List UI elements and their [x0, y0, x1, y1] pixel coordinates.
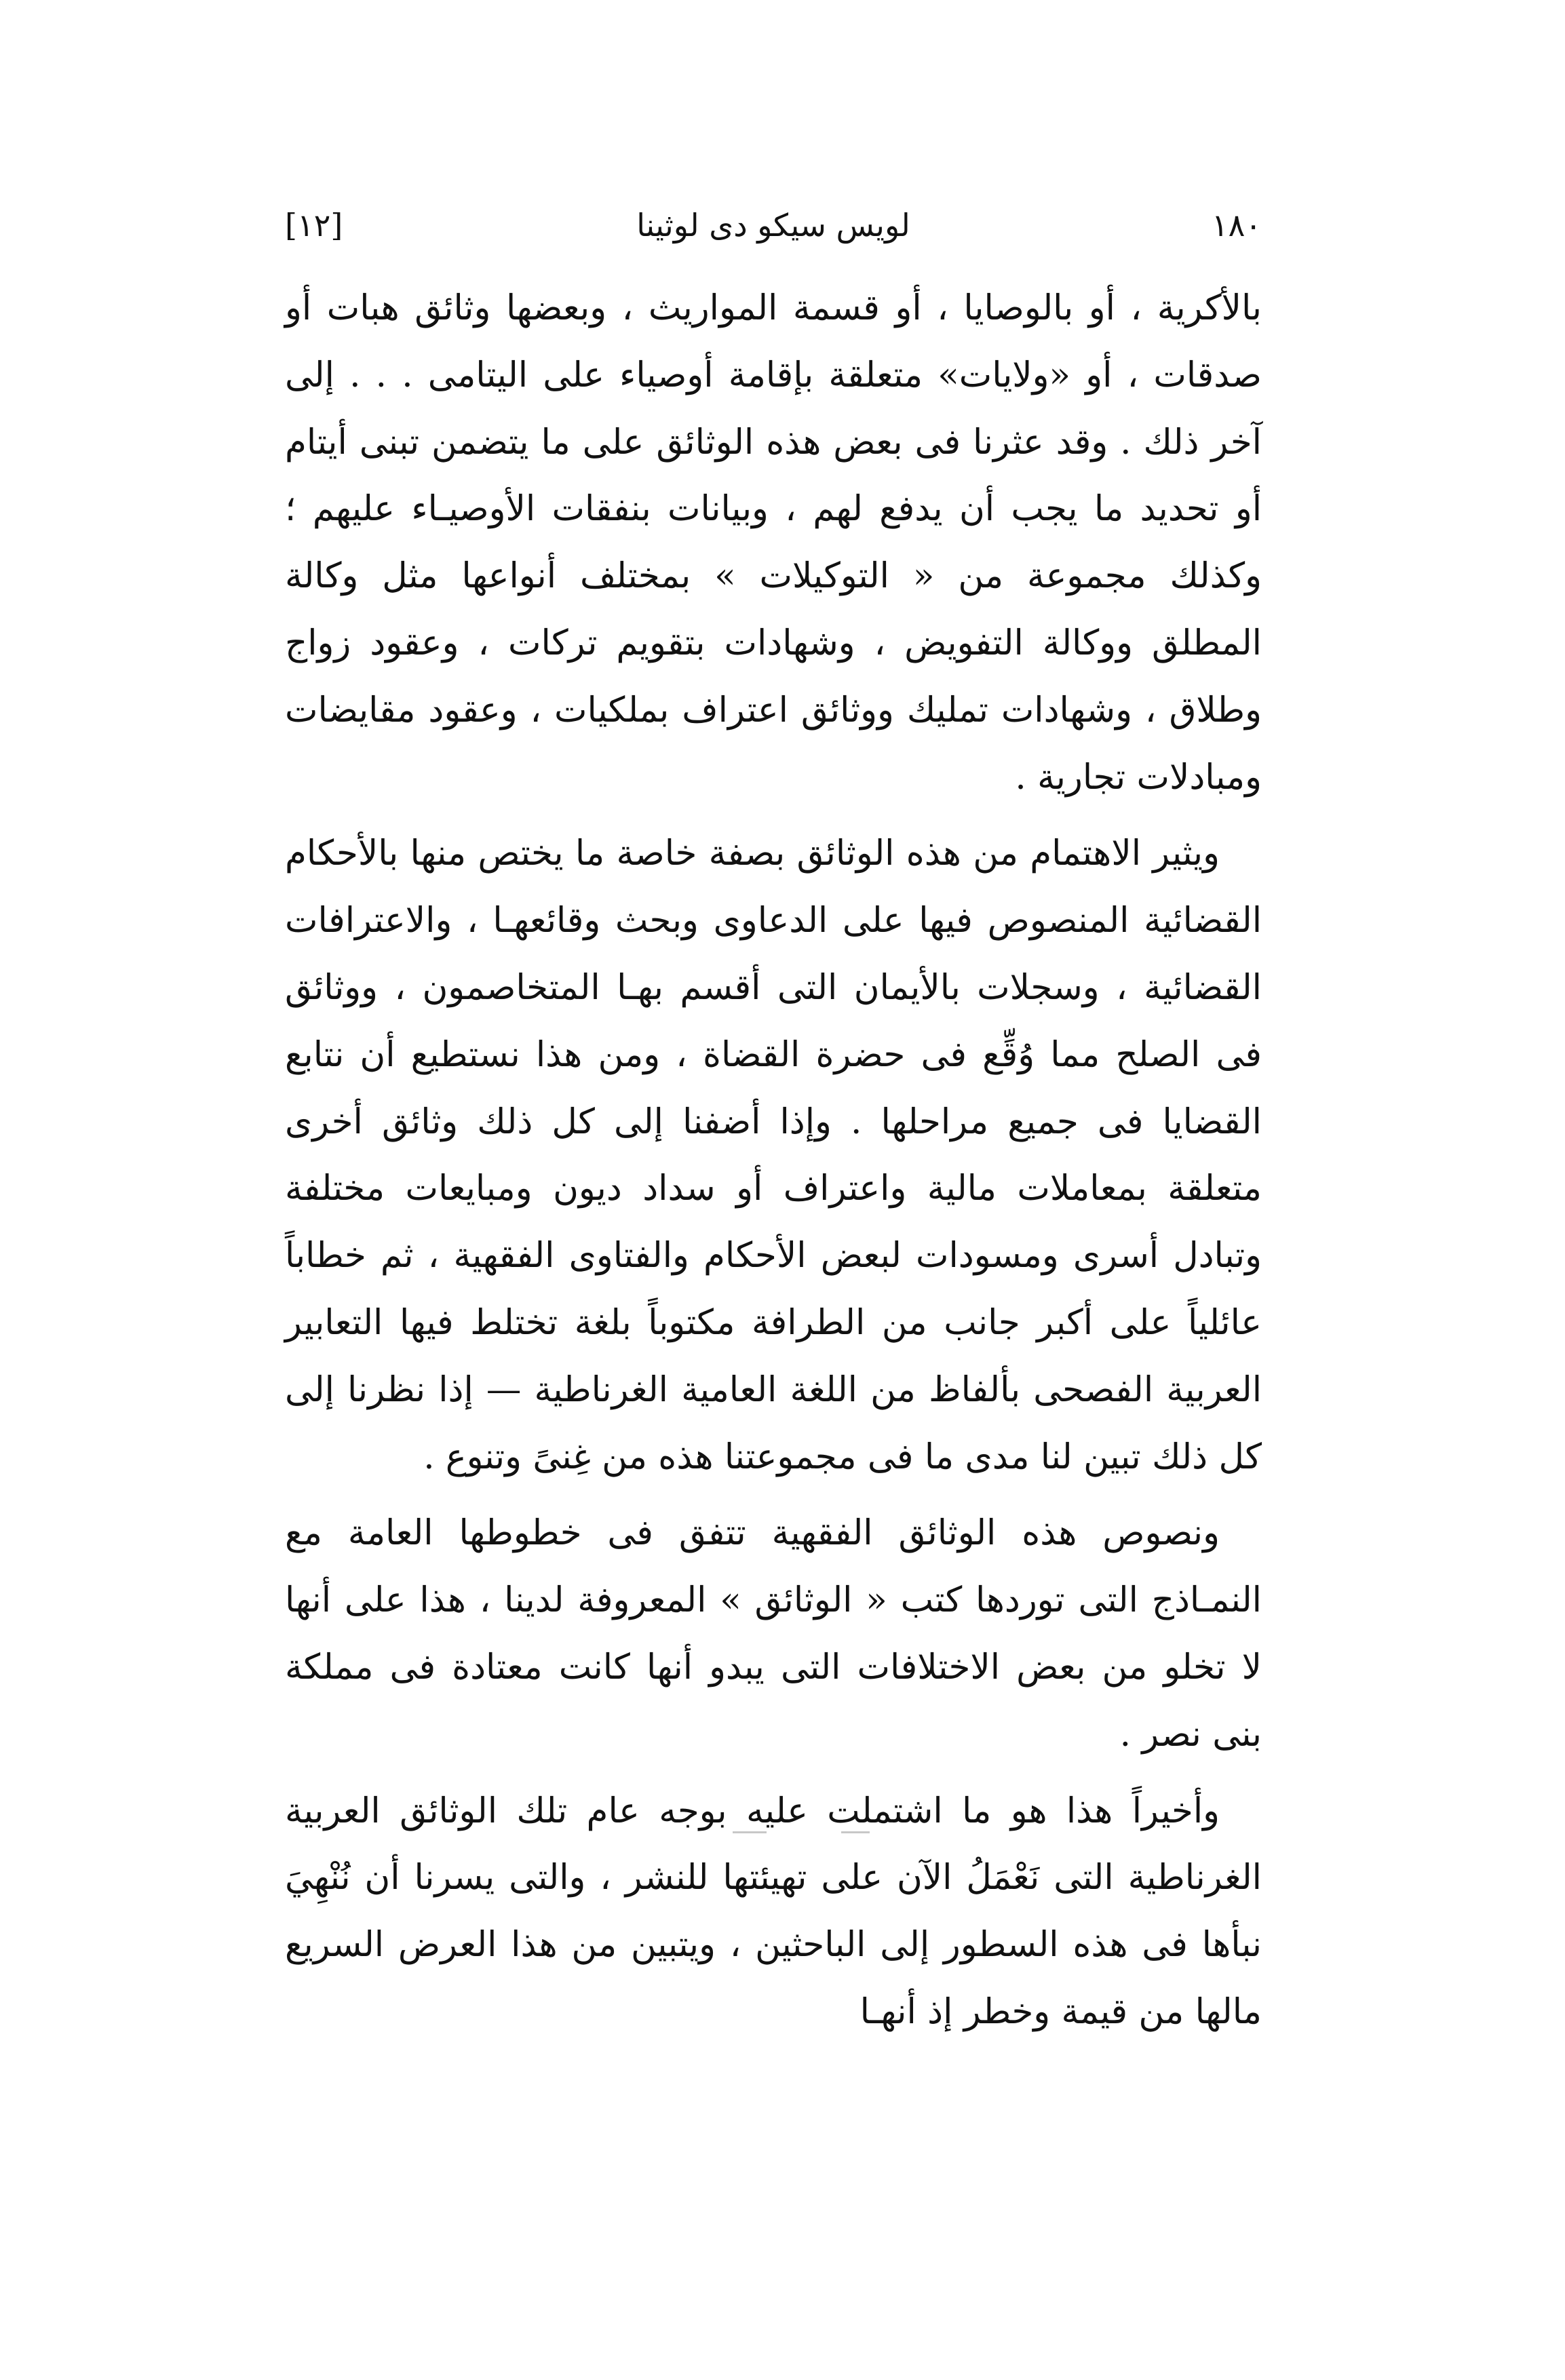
- body-text: [285, 275, 1262, 2046]
- section-number: [١٢]: [285, 207, 343, 243]
- paragraph-court-documents: ويثير الاهتمام من هذه الوثائق بصفة خاصة ما يختص منها بالأحكام القضائية المنصوص فيها على الدعاوى وبحث وقائعهـا ، والاعترافات القضائية ، وسجلات بالأيمان التى أقسم بهـا المتخاصمون ، ووثائق فى الصلح مما وُقِّع فى حضرة القضاة ، ومن هذا نستطيع أن نتابع القضايا فى جميع مراحلها . وإذا أضفنا إلى كل ذلك وثائق أخرى متعلقة بمعاملات مالية واعتراف أو سداد ديون ومبايعات مختلفة وتبادل أسرى ومسودات لبعض الأحكام والفتاوى الفقهية ، ثم خطاباً عائلياً على أكبر جانب من الطرافة مكتوباً بلغة تختلط فيها التعابير العربية الفصحى بألفاظ من اللغة العامية الغرناطية — إذا نظرنا إلى كل ذلك تبين لنا مدى ما فى مجموعتنا هذه من غِنىً وتنوع .: [285, 833, 1262, 1477]
- running-header: [285, 193, 1262, 275]
- page-number: ١٨٠: [1211, 207, 1262, 243]
- paragraph-continuation: بالأكرية ، أو بالوصايا ، أو قسمة المواريث ، وبعضها وثائق هبات أو صدقات ، أو «ولايات» متعلقة بإقامة أوصياء على اليتامى . . . إلى آخر ذلك . وقد عثرنا فى بعض هذه الوثائق على ما يتضمن تبنى أيتام أو تحديد ما يجب أن يدفع لهم ، وبيانات بنفقات الأوصيـاء عليهم ؛ وكذلك مجموعة من « التوكيلات » بمختلف أنواعها مثل وكالة المطلق ووكالة التفويض ، وشهادات بتقويم تركات ، وعقود زواج وطلاق ، وشهادات تمليك ووثائق اعتراف بملكيات ، وعقود مقايضات ومبادلات تجارية .: [285, 288, 1262, 798]
- header-title: لويس سيكو دى لوثينا: [636, 207, 910, 243]
- footer-mark: [733, 1831, 767, 1833]
- footer-mark: [841, 1831, 870, 1833]
- paragraph-document-models: ونصوص هذه الوثائق الفقهية تتفق فى خطوطها العامة مع النمـاذج التى توردها كتب « الوثائق » المعروفة لدينا ، هذا على أنها لا تخلو من بعض الاختلافات التى يبدو أنها كانت معتادة فى مملكة بنى نصر .: [285, 1513, 1262, 1755]
- paragraph-conclusion: وأخيراً هذا هو ما اشتملت عليه بوجه عام تلك الوثائق العربية الغرناطية التى نَعْمَلُ الآن على تهيئتها للنشر ، والتى يسرنا أن نُنْهِيَ نبأها فى هذه السطور إلى الباحثين ، ويتبين من هذا العرض السريع مالها من قيمة وخطر إذ أنهـا: [285, 1790, 1262, 2032]
